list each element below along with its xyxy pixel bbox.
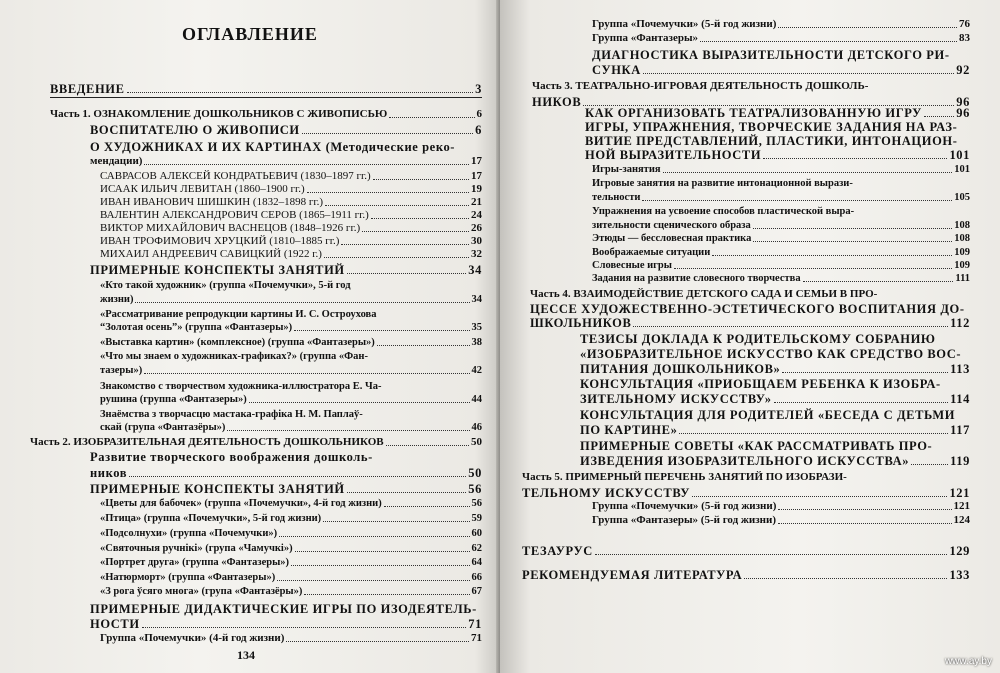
toc-page-number: 59 [471,513,482,524]
toc-page-number: 129 [949,544,970,558]
toc-leader-dots [279,536,469,537]
toc-page-number: 3 [475,82,482,96]
toc-leader-dots [347,492,467,493]
toc-entry [585,148,970,162]
toc-entry-title: СУНКА [592,63,641,77]
toc-entry-title: КОНСУЛЬТАЦИЯ ДЛЯ РОДИТЕЛЕЙ «БЕСЕДА С ДЕТЬМИ [580,408,956,422]
toc-entry [100,632,482,645]
toc-entry [90,617,482,631]
toc-entry-title: КОНСУЛЬТАЦИЯ «ПРИОБЩАЕМ РЕБЕНКА К ИЗОБРА- [580,377,941,391]
toc-page-number: 21 [471,196,482,208]
toc-entry [522,486,970,500]
divider [50,97,482,98]
toc-entry [100,321,482,334]
toc-entry [100,170,482,183]
toc-entry-title: мендации) [90,155,143,167]
toc-entry-title: ПО КАРТИНЕ» [580,423,678,437]
toc-leader-dots [302,133,473,134]
toc-leader-dots [384,506,470,507]
toc-entry-title: ИВАН ТРОФИМОВИЧ ХРУЦКИЙ (1810–1885 гг.) [100,235,340,247]
toc-leader-dots [129,476,466,477]
toc-entry [585,120,970,134]
toc-entry [100,512,482,525]
toc-entry-title: «Подсолнухи» (группа «Почемучки») [100,528,278,539]
toc-entry-title: Часть 5. ПРИМЕРНЫЙ ПЕРЕЧЕНЬ ЗАНЯТИЙ ПО ИЗОБРАЗИ- [522,471,847,483]
toc-page-number: 111 [955,273,970,284]
toc-page-number: 109 [954,247,970,258]
toc-entry [100,350,482,363]
watermark: www.ay.by [944,656,992,667]
toc-leader-dots [744,578,947,579]
toc-entry [90,140,482,154]
toc-entry [592,177,970,190]
toc-entry [100,183,482,196]
toc-entry-title: ИВАН ИВАНОВИЧ ШИШКИН (1832–1898 гг.) [100,196,324,208]
toc-page-number: 114 [950,392,970,406]
toc-entry-title: ВВЕДЕНИЕ [50,82,125,96]
toc-entry [90,155,482,168]
toc-leader-dots [663,172,953,173]
toc-page-number: 35 [471,322,482,333]
toc-entry [592,205,970,218]
toc-entry-title: ВИКТОР МИХАЙЛОВИЧ ВАСНЕЦОВ (1848–1926 гг.) [100,222,361,234]
toc-entry [585,134,970,148]
toc-entry [100,308,482,321]
toc-entry [100,408,482,421]
toc-leader-dots [325,205,469,206]
toc-entry [522,471,970,484]
toc-entry [100,336,482,349]
toc-leader-dots [389,117,474,118]
toc-entry-title: ПРИМЕРНЫЕ КОНСПЕКТЫ ЗАНЯТИЙ [90,263,345,277]
toc-entry [100,279,482,292]
toc-entry-title: «З рога ўсяго многа» (група «Фантазёры») [100,586,303,597]
toc-leader-dots [323,521,469,522]
toc-leader-dots [142,627,467,628]
toc-entry [50,82,482,96]
toc-entry-title: ТЕЗАУРУС [522,544,593,558]
toc-leader-dots [371,218,469,219]
toc-leader-dots [753,241,952,242]
toc-entry [592,63,970,77]
toc-entry-title: ДИАГНОСТИКА ВЫРАЗИТЕЛЬНОСТИ ДЕТСКОГО РИ- [592,48,950,62]
toc-entry-title: Часть 4. ВЗАИМОДЕЙСТВИЕ ДЕТСКОГО САДА И СЕМЬИ В ПРО- [530,288,878,300]
toc-page-number: 60 [471,528,482,539]
toc-leader-dots [135,302,469,303]
toc-entry-title: ИГРЫ, УПРАЖНЕНИЯ, ТВОРЧЕСКИЕ ЗАДАНИЯ НА РАЗ- [585,120,958,134]
toc-page-number: 96 [956,106,970,120]
toc-entry-title: «Кто такой художник» (группа «Почемучки», 5-й год [100,280,351,291]
toc-entry [100,222,482,235]
toc-entry-title: ИЗВЕДЕНИЯ ИЗОБРАЗИТЕЛЬНОГО ИСКУССТВА» [580,454,910,468]
toc-page-number: 44 [471,394,482,405]
toc-entry-title: ЗИТЕЛЬНОМУ ИСКУССТВУ» [580,392,772,406]
toc-entry-title: Знаёмства з творчасцю мастака-графіка Н. М. Паплаў- [100,409,363,420]
toc-page-number: 62 [471,543,482,554]
toc-entry [100,293,482,306]
toc-entry-title: тазеры») [100,365,143,376]
toc-leader-dots [386,445,469,446]
toc-entry [580,332,970,346]
toc-page-number: 17 [471,170,482,182]
toc-entry-title: ников [90,466,128,480]
toc-leader-dots [911,464,948,465]
toc-entry [580,439,970,453]
toc-entry-title: «Натюрморт» (группа «Фантазеры») [100,572,276,583]
toc-leader-dots [595,554,948,555]
toc-leader-dots [700,41,957,42]
toc-entry-title: Группа «Почемучки» (5-й год жизни) [592,500,777,512]
toc-leader-dots [692,496,947,497]
toc-entry-title: МИХАИЛ АНДРЕЕВИЧ САВИЦКИЙ (1922 г.) [100,248,322,260]
toc-entry [592,232,970,245]
toc-entry [90,123,482,137]
toc-page-number: 119 [950,454,970,468]
toc-entry [592,219,970,232]
toc-entry-title: ЦЕССЕ ХУДОЖЕСТВЕННО-ЭСТЕТИЧЕСКОГО ВОСПИТАНИЯ ДО- [530,302,965,316]
toc-entry [522,568,970,582]
toc-entry [530,288,970,301]
toc-entry [50,108,482,121]
toc-page-number: 17 [471,155,482,167]
toc-entry [30,436,482,449]
toc-leader-dots [144,164,469,165]
toc-entry-title: Группа «Фантазеры» (5-й год жизни) [592,514,776,526]
toc-entry [530,302,970,316]
toc-leader-dots [803,281,954,282]
toc-page-number: 50 [471,436,482,448]
toc-page-number: 56 [471,498,482,509]
toc-entry [100,209,482,222]
toc-page-number: 56 [468,482,482,496]
toc-page-number: 38 [471,337,482,348]
toc-entry-title: Знакомство с творчеством художника-иллюстратора Е. Ча- [100,381,382,392]
toc-entry-title: НОСТИ [90,617,140,631]
toc-page-number: 112 [950,316,970,330]
toc-entry [592,272,970,285]
page-number: 134 [237,648,255,662]
toc-entry-title: КАК ОРГАНИЗОВАТЬ ТЕАТРАЛИЗОВАННУЮ ИГРУ [585,106,922,120]
toc-page-number: 67 [471,586,482,597]
toc-entry-title: Словесные игры [592,260,672,271]
toc-entry-title: ИСААК ИЛЬИЧ ЛЕВИТАН (1860–1900 гг.) [100,183,305,195]
toc-entry-title: ПРИМЕРНЫЕ СОВЕТЫ «КАК РАССМАТРИВАТЬ ПРО- [580,439,933,453]
toc-leader-dots [763,158,947,159]
toc-page-number: 71 [468,617,482,631]
toc-entry-title: Развитие творческого воображения дошколь- [90,450,373,464]
toc-page-number: 26 [471,222,482,234]
toc-entry [592,32,970,45]
toc-leader-dots [227,430,469,431]
toc-page-number: 24 [471,209,482,221]
toc-leader-dots [924,116,954,117]
toc-leader-dots [307,192,469,193]
toc-entry [100,542,482,555]
toc-leader-dots [679,433,948,434]
toc-leader-dots [642,200,952,201]
toc-page-number: 113 [950,362,970,376]
toc-leader-dots [249,402,470,403]
toc-leader-dots [778,509,951,510]
toc-leader-dots [674,268,952,269]
toc-page-number: 105 [954,192,970,203]
toc-leader-dots [377,345,470,346]
toc-entry [592,18,970,31]
toc-entry-title: Группа «Фантазеры» [592,32,699,44]
toc-page-number: 30 [471,235,482,247]
toc-page-number: 117 [950,423,970,437]
toc-leader-dots [633,326,948,327]
toc-page-number: 6 [476,108,482,120]
toc-leader-dots [286,641,469,642]
toc-entry-title: “Золотая осень”» (группа «Фантазеры») [100,322,293,333]
toc-entry-title: НОЙ ВЫРАЗИТЕЛЬНОСТИ [585,148,762,162]
toc-entry [90,263,482,277]
toc-entry [100,421,482,434]
toc-entry-title: САВРАСОВ АЛЕКСЕЙ КОНДРАТЬЕВИЧ (1830–1897 гг.) [100,170,371,182]
toc-entry [592,259,970,272]
toc-entry-title: Часть 2. ИЗОБРАЗИТЕЛЬНАЯ ДЕЯТЕЛЬНОСТЬ ДОШКОЛЬНИКОВ [30,436,384,448]
right-page [500,0,1000,673]
toc-entry-title: «Что мы знаем о художниках-графиках?» (группа «Фан- [100,351,368,362]
toc-entry-title: Задания на развитие словесного творчества [592,273,801,284]
toc-entry-title: О ХУДОЖНИКАХ И ИХ КАРТИНАХ (Методические реко- [90,140,456,154]
toc-entry-title: «Рассматривание репродукции картины И. С. Остроухова [100,309,377,320]
toc-leader-dots [778,27,957,28]
toc-leader-dots [712,255,952,256]
toc-page-number: 96 [956,95,970,109]
toc-entry-title: Группа «Почемучки» (4-й год жизни) [100,632,285,644]
toc-leader-dots [127,92,474,93]
toc-page-number: 108 [954,233,970,244]
toc-entry [100,527,482,540]
toc-entry-title: Этюды — бессловесная практика [592,233,752,244]
toc-entry-title: ВАЛЕНТИН АЛЕКСАНДРОВИЧ СЕРОВ (1865–1911 гг.) [100,209,369,221]
toc-entry [100,248,482,261]
toc-entry-title: «Портрет друга» (группа «Фантазеры») [100,557,290,568]
toc-leader-dots [778,523,952,524]
toc-entry-title: Игры-занятия [592,164,661,175]
toc-entry-title: ПРИМЕРНЫЕ ДИДАКТИЧЕСКИЕ ИГРЫ ПО ИЗОДЕЯТЕЛЬ- [90,602,477,616]
toc-entry-title: зительности сценического образа [592,220,751,231]
toc-entry [580,408,970,422]
toc-leader-dots [341,244,469,245]
toc-page-number: 124 [953,514,970,526]
toc-entry-title: «Выставка картин» (комплексное) (группа «Фантазеры») [100,337,375,348]
page-title: ОГЛАВЛЕНИЕ [182,24,318,44]
toc-leader-dots [295,551,470,552]
toc-page-number: 121 [949,486,970,500]
toc-entry [90,602,482,616]
toc-entry [580,423,970,437]
toc-entry [592,246,970,259]
toc-entry [100,196,482,209]
toc-leader-dots [324,257,469,258]
toc-entry [592,191,970,204]
toc-entry-title: «Птица» (группа «Почемучки», 5-й год жизни) [100,513,322,524]
toc-entry-title: РЕКОМЕНДУЕМАЯ ЛИТЕРАТУРА [522,568,743,582]
toc-entry [522,544,970,558]
toc-page-number: 64 [471,557,482,568]
toc-page-number: 32 [471,248,482,260]
toc-entry [100,497,482,510]
toc-page-number: 34 [471,294,482,305]
toc-entry-title: Часть 1. ОЗНАКОМЛЕНИЕ ДОШКОЛЬНИКОВ С ЖИВОПИСЬЮ [50,108,388,120]
toc-entry [100,571,482,584]
toc-page-number: 76 [959,18,970,30]
toc-entry-title: Воображаемые ситуации [592,247,711,258]
toc-page-number: 83 [959,32,970,44]
toc-leader-dots [347,273,467,274]
toc-entry-title: ПРИМЕРНЫЕ КОНСПЕКТЫ ЗАНЯТИЙ [90,482,345,496]
toc-leader-dots [291,565,469,566]
toc-leader-dots [362,231,469,232]
toc-page-number: 42 [471,365,482,376]
toc-entry [532,80,970,93]
toc-page-number: 19 [471,183,482,195]
toc-entry-title: Группа «Почемучки» (5-й год жизни) [592,18,777,30]
toc-leader-dots [373,179,469,180]
toc-page-number: 109 [954,260,970,271]
toc-entry-title: «Святочныя ручнікі» (група «Чамучкі») [100,543,293,554]
toc-page-number: 108 [954,220,970,231]
toc-page-number: 46 [471,422,482,433]
toc-entry [580,362,970,376]
toc-entry [580,392,970,406]
toc-entry-title: «Цветы для бабочек» (группа «Почемучки», 4-й год жизни) [100,498,382,509]
toc-page-number: 133 [949,568,970,582]
toc-entry-title: рушина (группа «Фантазеры») [100,394,247,405]
toc-page-number: 6 [475,123,482,137]
toc-entry [580,347,970,361]
toc-entry [100,235,482,248]
toc-leader-dots [294,330,469,331]
toc-entry-title: ВИТИЕ ПРЕДСТАВЛЕНИЙ, ПЛАСТИКИ, ИНТОНАЦИОН- [585,134,958,148]
toc-page-number: 71 [471,632,482,644]
toc-entry-title: Упражнения на усвоение способов пластической выра- [592,206,855,217]
toc-leader-dots [782,372,948,373]
toc-page-number: 66 [471,572,482,583]
toc-page-number: 34 [468,263,482,277]
toc-entry [585,106,970,120]
toc-entry-title: Часть 3. ТЕАТРАЛЬНО-ИГРОВАЯ ДЕЯТЕЛЬНОСТЬ ДОШКОЛЬ- [532,80,869,92]
toc-entry [580,454,970,468]
toc-entry [592,514,970,527]
toc-page-number: 92 [956,63,970,77]
toc-entry-title: Игровые занятия на развитие интонационной вырази- [592,178,853,189]
toc-leader-dots [774,402,948,403]
toc-entry-title: скай (група «Фантазёры») [100,422,226,433]
toc-entry-title: жизни) [100,294,134,305]
toc-entry-title: НИКОВ [532,95,582,109]
toc-entry-title: ПИТАНИЯ ДОШКОЛЬНИКОВ» [580,362,781,376]
toc-entry [592,163,970,176]
toc-entry [592,500,970,513]
toc-entry-title: «ИЗОБРАЗИТЕЛЬНОЕ ИСКУССТВО КАК СРЕДСТВО ВОС- [580,347,962,361]
toc-page-number: 121 [953,500,970,512]
toc-leader-dots [643,73,954,74]
toc-entry [592,48,970,62]
toc-leader-dots [277,580,469,581]
toc-entry-title: ВОСПИТАТЕЛЮ О ЖИВОПИСИ [90,123,300,137]
toc-page-number: 101 [954,164,970,175]
toc-entry [580,377,970,391]
toc-leader-dots [144,373,469,374]
toc-entry [100,585,482,598]
toc-entry [100,364,482,377]
toc-entry [90,482,482,496]
toc-leader-dots [753,228,952,229]
toc-entry [90,450,482,464]
toc-leader-dots [304,594,469,595]
toc-entry [90,466,482,480]
toc-entry-title: ТЕЗИСЫ ДОКЛАДА К РОДИТЕЛЬСКОМУ СОБРАНИЮ [580,332,936,346]
toc-entry [100,393,482,406]
toc-page-number: 50 [468,466,482,480]
toc-entry [100,380,482,393]
toc-entry [100,556,482,569]
toc-page-number: 101 [949,148,970,162]
toc-entry-title: тельности [592,192,641,203]
toc-entry [530,316,970,330]
toc-entry-title: ШКОЛЬНИКОВ [530,316,632,330]
toc-entry-title: ТЕЛЬНОМУ ИСКУССТВУ [522,486,691,500]
